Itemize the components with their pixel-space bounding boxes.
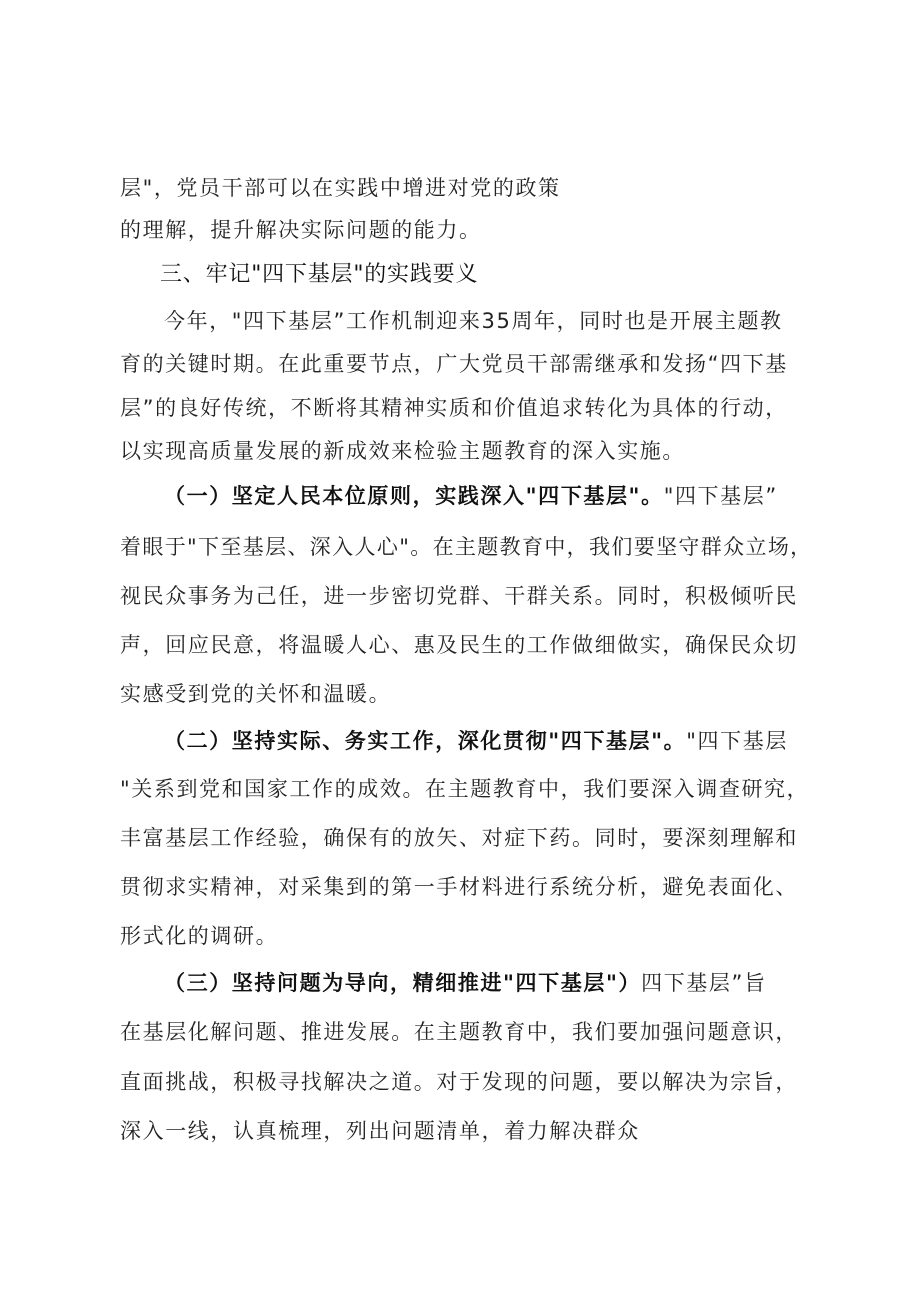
text-line: 以实现高质量发展的新成效来检验主题教育的深入实施。 bbox=[120, 439, 685, 463]
text-line: 层"，党员干部可以在实践中增进对党的政策 bbox=[120, 176, 561, 200]
text-line: 贯彻求实精神，对采集到的第一手材料进行系统分析，避免表面化、 bbox=[120, 875, 798, 899]
text-line: 实感受到党的关怀和温暖。 bbox=[120, 682, 392, 706]
text-segment: "四下基层” bbox=[663, 484, 778, 508]
text-segment: "四下基层 bbox=[686, 729, 788, 753]
text-line: "关系到党和国家工作的成效。在主题教育中，我们要深入调查研究， bbox=[120, 777, 810, 801]
text-line: 视民众事务为己任，进一步密切党群、干群关系。同时，积极倾听民 bbox=[120, 584, 798, 608]
paragraph-first-line bbox=[164, 969, 767, 997]
text-line: 着眼于"下至基层、深入人心"。在主题教育中，我们要坚守群众立场， bbox=[120, 535, 813, 559]
text-line: 育的关键时期。在此重要节点，广大党员干部需继承和发扬“四下基 bbox=[120, 352, 788, 376]
paragraph-first-line bbox=[164, 482, 778, 510]
text-line: 今年，"四下基层”工作机制迎来35周年，同时也是开展主题教 bbox=[164, 309, 783, 333]
paragraph-heading: （二）坚持实际、务实工作，深化贯彻"四下基层"。 bbox=[164, 729, 687, 753]
text-line: 丰富基层工作经验，确保有的放矢、对症下药。同时，要深刻理解和 bbox=[120, 826, 798, 850]
text-line: 直面挑战，积极寻找解决之道。对于发现的问题，要以解决为宗旨， bbox=[120, 1070, 798, 1094]
section-title: 三、牢记"四下基层"的实践要义 bbox=[160, 262, 479, 287]
paragraph-heading: （一）坚定人民本位原则，实践深入"四下基层"。 bbox=[164, 484, 664, 508]
text-line: 形式化的调研。 bbox=[120, 924, 279, 948]
paragraph-heading: （三）坚持问题为导向，精细推进"四下基层"） bbox=[164, 971, 642, 995]
text-line: 的理解，提升解决实际问题的能力。 bbox=[120, 218, 482, 242]
text-line: 在基层化解问题、推进发展。在主题教育中，我们要加强问题意识， bbox=[120, 1020, 798, 1044]
text-line: 深入一线，认真梳理，列出问题清单，着力解决群众 bbox=[120, 1119, 640, 1143]
text-line: 声，回应民意，将温暖人心、惠及民生的工作做细做实，确保民众切 bbox=[120, 633, 798, 657]
text-line: 层”的良好传统，不断将其精神实质和价值追求转化为具体的行动， bbox=[120, 396, 788, 420]
paragraph-first-line bbox=[164, 727, 788, 755]
text-segment: 四下基层”旨 bbox=[641, 971, 767, 995]
